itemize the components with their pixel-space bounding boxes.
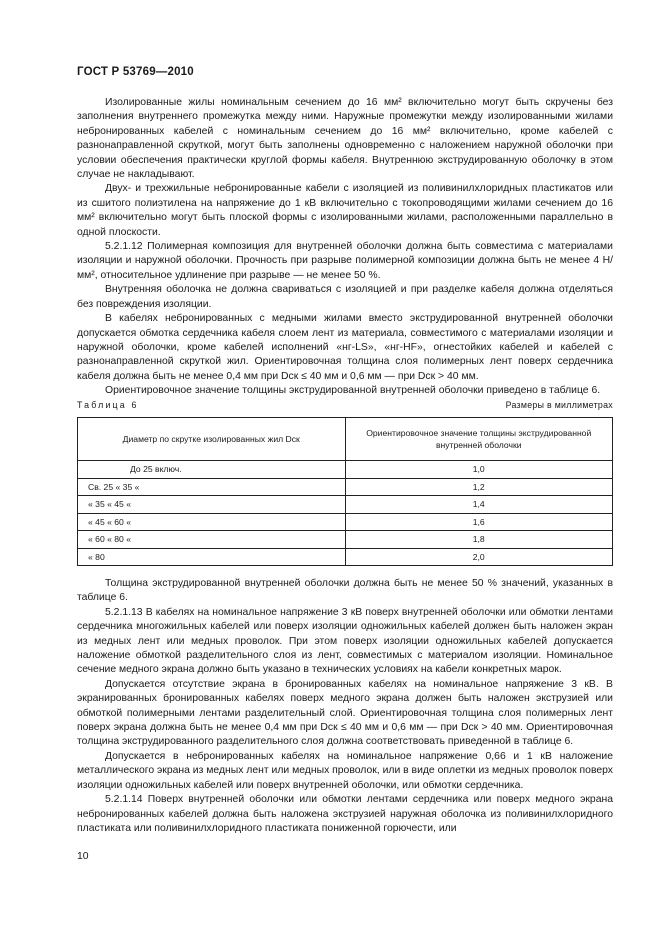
cell-thickness: 1,2: [345, 478, 613, 496]
cell-diameter: До 25 включ.: [78, 461, 346, 479]
col-header-thickness: Ориентировочное значение толщины экструдированной внутренней оболочки: [345, 418, 613, 461]
page-number: 10: [77, 851, 89, 862]
table-row: [78, 548, 613, 566]
cell-thickness: 1,8: [345, 531, 613, 549]
table-row: [78, 496, 613, 514]
body-text-bottom: [77, 577, 613, 836]
body-text-top: [77, 96, 613, 399]
paragraph: Изолированные жилы номинальным сечением до 16 мм² включительно могут быть скручены без заполнения внутреннего промежутка между ними. Наружные промежутки между изолированными жилами небронированных кабелей с номинальным сечением до 16 мм² включительно, кроме кабелей с разнонаправленной скруткой, могут быть заполнены одновременно с наложением наружной оболочки при условии обеспечения практически круглой формы кабеля. Внутреннюю экструдированную оболочку в этом случае не накладывают.: [77, 97, 613, 181]
cell-thickness: 2,0: [345, 548, 613, 566]
cell-diameter: « 35 « 45 «: [78, 496, 346, 514]
paragraph: Толщина экструдированной внутренней оболочки должна быть не менее 50 % значений, указанных в таблице 6.: [77, 578, 613, 604]
paragraph: Двух- и трехжильные небронированные кабели с изоляцией из поливинилхлоридных пластикатов или из сшитого полиэтилена на напряжение до 1 кВ включительно с токопроводящими жилами сечением до 16 мм² включительно могут быть плоской формы с изолированными жилами, расположенными параллельно в одной плоскости.: [77, 183, 613, 238]
table-number: Таблица 6: [77, 400, 139, 410]
table-row: [78, 478, 613, 496]
cell-thickness: 1,0: [345, 461, 613, 479]
paragraph: В кабелях небронированных с медными жилами вместо экструдированной внутренней оболочки допускается обмотка сердечника кабеля слоем лент из материала, совместимого с материалами изоляции и наружной оболочки, кроме кабелей исполнений «нг-LS», «нг-HF», огнестойких кабелей и кабелей с разнонаправленной скруткой жил. Ориентировочная толщина слоя полимерных лент поверх сердечника кабеля должна быть не менее 0,4 мм при Dск ≤ 40 мм и 0,6 мм — при Dск > 40 мм.: [77, 313, 613, 382]
page-header-standard: ГОСТ Р 53769—2010: [77, 66, 194, 78]
table-row: [78, 513, 613, 531]
thickness-table: [77, 417, 613, 566]
table-caption: [77, 400, 613, 410]
cell-diameter: « 80: [78, 548, 346, 566]
paragraph: Допускается отсутствие экрана в бронированных кабелях на номинальное напряжение 3 кВ. В экранированных бронированных кабелях поверх медного экрана должен быть наложен экструзией или обмоткой полимерными лентами разделительный слой. Ориентировочная толщина слоя полимерных лент поверх экрана должна быть не менее 0,4 мм при Dск ≤ 40 мм и 0,6 мм — при Dск > 40 мм. Ориентировочная толщина экструдированного разделительного слоя должна соответствовать приведенной в таблице 6.: [77, 678, 613, 748]
col-header-diameter: Диаметр по скрутке изолированных жил Dск: [78, 418, 346, 461]
paragraph: 5.2.1.14 Поверх внутренней оболочки или обмотки лентами сердечника или поверх медного экрана небронированных кабелей должна быть наложена экструзией наружная оболочка из поливинилхлоридного пластиката или поливинилхлоридного пластиката пониженной горючести, или: [77, 794, 613, 834]
paragraph: 5.2.1.12 Полимерная композиция для внутренней оболочки должна быть совместима с материалами изоляции и наружной оболочки. Прочность при разрыве полимерной композиции должна быть не менее 4 Н/мм², относительное удлинение при разрыве — не менее 50 %.: [77, 241, 613, 281]
cell-thickness: 1,6: [345, 513, 613, 531]
paragraph: Внутренняя оболочка не должна свариваться с изоляцией и при разделке кабеля должна отделяться без повреждения изоляции.: [77, 284, 613, 310]
table-row: [78, 461, 613, 479]
cell-thickness: 1,4: [345, 496, 613, 514]
paragraph: Ориентировочное значение толщины экструдированной внутренней оболочки приведено в таблице 6.: [105, 385, 601, 397]
cell-diameter: « 60 « 80 «: [78, 531, 346, 549]
paragraph: Допускается в небронированных кабелях на номинальное напряжение 0,66 и 1 кВ наложение металлического экрана из медных лент или медных проволок, или в виде оплетки из медных проволок поверх изоляции одножильных кабелей или поверх внутренней оболочки, или обмотки сердечника.: [77, 750, 613, 791]
table-row: [78, 531, 613, 549]
cell-diameter: « 45 « 60 «: [78, 513, 346, 531]
paragraph: 5.2.1.13 В кабелях на номинальное напряжение 3 кВ поверх внутренней оболочки или обмотки лентами сердечника многожильных кабелей или поверх изоляции одножильных кабелей должен быть наложен экран из медных лент или медных проволок. При этом поверх изоляции одножильных кабелей допускается наложение обмоткой разделительного слоя из лент, совместимых с материалом изоляции. Номинальное сечение медного экрана должно быть указано в технических условиях на кабели конкретных марок.: [77, 606, 613, 676]
table-units: Размеры в миллиметрах: [505, 400, 613, 410]
cell-diameter: Св. 25 « 35 «: [78, 478, 346, 496]
